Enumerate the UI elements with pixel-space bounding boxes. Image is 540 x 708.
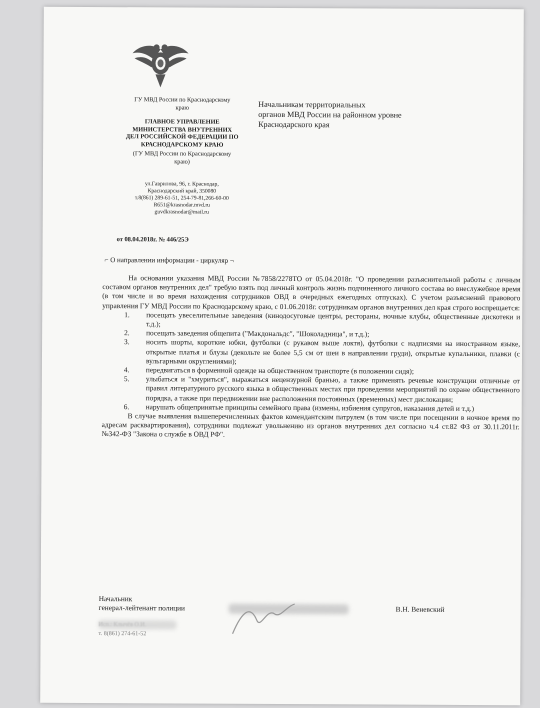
list-item xyxy=(124,310,520,330)
sender-org-line: ГУ МВД России по Краснодарскому xyxy=(134,96,231,104)
list-item-number: 6. xyxy=(123,402,130,412)
sender-org-line: краю xyxy=(175,104,190,112)
bracket-open-icon: ⌐ xyxy=(104,256,111,265)
signature-title-line: Начальник xyxy=(98,594,133,604)
signature-title-line: генерал-лейтенант полиции xyxy=(98,603,185,613)
email-line: guvdkrasnodar@mail.ru xyxy=(154,209,209,216)
sender-short-line: (ГУ МВД России по Краснодарскому xyxy=(132,150,232,158)
executor-phone: т. 8(861) 274-61-52 xyxy=(98,631,147,638)
list-item xyxy=(124,374,520,404)
list-item-number: 5. xyxy=(123,374,130,384)
subject-text: О направлении информации - циркуляр xyxy=(110,256,229,265)
list-item xyxy=(124,338,520,368)
address-line: Краснодарский край, 350080 xyxy=(147,188,217,195)
list-item-number: 1. xyxy=(124,309,130,320)
recipient-line: Начальникам территориальных xyxy=(258,99,366,110)
redacted-area xyxy=(99,620,177,629)
sender-short-line: краю) xyxy=(174,158,190,166)
sender-short-name xyxy=(93,150,271,166)
list-item-text: нарушать общепринятые принципы семейного права (измены, избиения супругов, наказания детей и т.д.) xyxy=(145,402,475,413)
prohibitions-list xyxy=(102,310,521,413)
sender-main-name xyxy=(93,118,271,149)
signatory-name: В.Н. Веневский xyxy=(395,604,445,614)
document-page xyxy=(40,7,524,706)
handwritten-signature xyxy=(229,600,299,640)
list-item-number: 3. xyxy=(124,337,130,347)
document-body xyxy=(102,273,521,441)
list-item-number: 4. xyxy=(123,365,130,375)
police-eagle-emblem-icon xyxy=(131,39,189,91)
sender-org-name xyxy=(93,96,271,112)
bracket-close-icon: ¬ xyxy=(228,256,234,265)
list-item-number: 2. xyxy=(124,328,130,338)
email-line: R651@krasnodar.mvd.ru xyxy=(153,202,211,209)
body-closing-paragraph: В случае выявления вышеперечисленных фактов комендантским патрулем (в том числе при посещении в ночное время по адресам расквартирования), сотрудники подлежат увольнению из органов внутренних дел согласно ч.4 ст.82 ФЗ от 30.11.2011г. №342-ФЗ "Закона о службе в ОВД РФ". xyxy=(101,411,520,440)
document-date-number: от 08.04.2018г. № 446/25Э xyxy=(116,236,189,244)
recipient-block xyxy=(258,100,478,132)
signature-title xyxy=(99,594,185,612)
sender-address-block xyxy=(93,181,271,217)
address-line: ул.Гаврилова, 96, г. Краснодар, xyxy=(145,181,219,188)
sender-main-line: ГЛАВНОЕ УПРАВЛЕНИЕ xyxy=(144,118,220,126)
recipient-line: Краснодарского края xyxy=(258,120,330,130)
sender-main-line: МИНИСТЕРСТВА ВНУТРЕННИХ xyxy=(132,125,233,134)
recipient-line: органов МВД России на районном уровне xyxy=(258,110,402,120)
list-item-text: посещать увеселительные заведения (кинодосуговые центры, рестораны, ночные клубы, общественные дискотеки и т.д.); xyxy=(146,310,521,329)
list-item-text: улыбаться и "хмуриться", выражаться нецензурной бранью, а также применять речевые конструкции отличные от правил литературного русского языка в общественных местах при проведении мероприятий по охране общественного порядка, а также при передвижении вне расположения постоянных (временных) мест дислокации; xyxy=(145,374,520,404)
phone-line: т.8(861) 289-61-51, 254-79-81,266-60-00 xyxy=(134,195,229,202)
document-subject xyxy=(104,256,233,265)
body-intro-paragraph: На основании указания МВД России №7858/2278ТО от 05.04.2018г. "О проведении разъяснительной работы с личным составом органов внутренних дел" требую взять под личный контроль жизнь подчиненного личного состава во внеслужебное время (в том числе и во время нахождения сотрудников ОВД в очередных ежегодных отпусках). С учетом разъяснений правового управления ГУ МВД России по Краснодарскому краю, с 01.06.2018г. сотрудникам органов внутренних дел края строго воспрещается: xyxy=(102,273,521,312)
list-item-text: посещать заведения общепита ("Макдональдс", "Шоколадница", и т.д.); xyxy=(146,328,370,339)
list-item-text: носить шорты, короткие юбки, футболки (с рукавом выше локтя), футболки с надписями на иностранном языке, открытые платья и блузы (декольте не более 5,5 см от шеи в направлении груди), открытые купальники, плавки (с вульгарными округлениями); xyxy=(145,337,521,366)
sender-main-line: ДЕЛ РОССИЙСКОЙ ФЕДЕРАЦИИ ПО xyxy=(125,133,239,141)
sender-main-line: КРАСНОДАРСКОМУ КРАЮ xyxy=(140,141,224,149)
list-item-text: передвигаться в форменной одежде на общественном транспорте (в положении сидя); xyxy=(145,365,414,376)
